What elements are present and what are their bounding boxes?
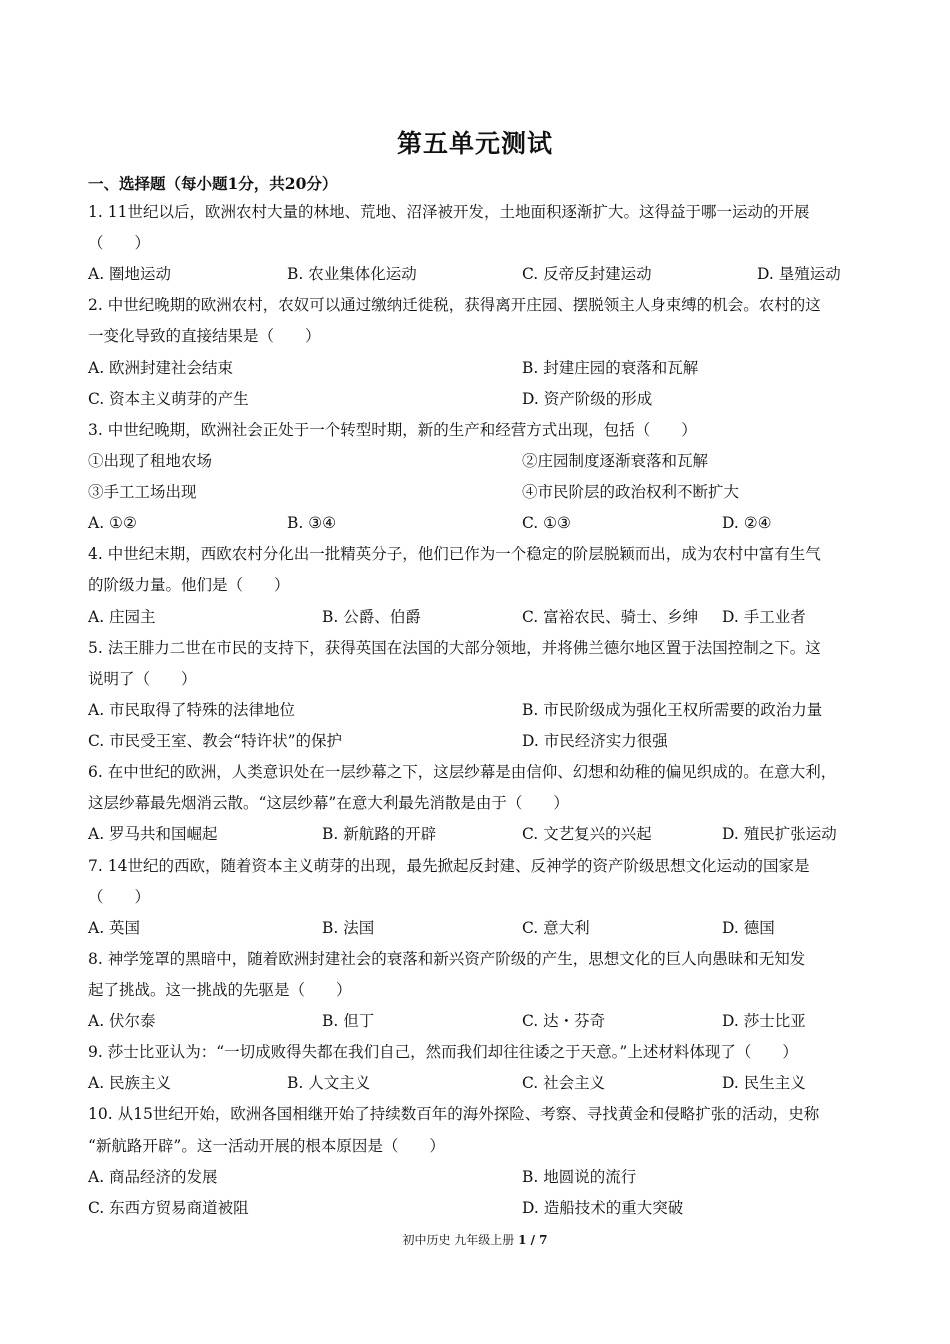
question-4-option-c: C. 富裕农民、骑士、乡绅 [522, 608, 699, 626]
question-10-option-b: B. 地圆说的流行 [522, 1168, 637, 1186]
question-2-option-c: C. 资本主义萌芽的产生 [88, 390, 249, 408]
question-2-option-d: D. 资产阶级的形成 [522, 390, 653, 408]
question-3-item-4: ④市民阶层的政治权利不断扩大 [522, 483, 740, 501]
question-5-line-2: 说明了（ ） [88, 670, 197, 688]
page-number: 1 / 7 [518, 1233, 548, 1247]
question-2-line-2: 一变化导致的直接结果是（ ） [88, 327, 321, 345]
question-7-line-2: （ ） [88, 888, 151, 906]
question-8-option-b: B. 但丁 [322, 1012, 375, 1030]
question-5-option-a: A. 市民取得了特殊的法律地位 [88, 701, 296, 719]
question-4-line-1: 4. 中世纪末期，西欧农村分化出一批精英分子，他们已作为一个稳定的阶层脱颖而出，成为农村中富有生气 [88, 545, 821, 563]
question-3-option-a: A. ①② [88, 514, 137, 532]
footer-text: 初中历史 九年级上册 [402, 1233, 519, 1247]
question-6-line-1: 6. 在中世纪的欧洲，人类意识处在一层纱幕之下，这层纱幕是由信仰、幻想和幼稚的偏见织成的。在意大利， [88, 763, 837, 781]
question-4-option-d: D. 手工业者 [722, 608, 806, 626]
question-1-option-c: C. 反帝反封建运动 [522, 265, 652, 283]
question-6-option-b: B. 新航路的开辟 [322, 825, 437, 843]
question-9-option-d: D. 民生主义 [722, 1074, 806, 1092]
question-7-option-d: D. 德国 [722, 919, 775, 937]
question-8-option-d: D. 莎士比亚 [722, 1012, 806, 1030]
question-8-option-a: A. 伏尔泰 [88, 1012, 156, 1030]
question-8-line-2: 起了挑战。这一挑战的先驱是（ ） [88, 981, 352, 999]
section-heading: 一、选择题（每小题1分，共20分） [88, 174, 338, 193]
question-1-option-d: D. 垦殖运动 [757, 265, 841, 283]
question-4-line-2: 的阶级力量。他们是（ ） [88, 576, 290, 594]
question-9-line-1: 9. 莎士比亚认为：“一切成败得失都在我们自己，然而我们却往往诿之于天意。”上述材料体现了（ ） [88, 1043, 798, 1061]
question-2-option-a: A. 欧洲封建社会结束 [88, 359, 234, 377]
question-10-option-a: A. 商品经济的发展 [88, 1168, 218, 1186]
question-3-item-1: ①出现了租地农场 [88, 452, 213, 470]
question-8-line-1: 8. 神学笼罩的黑暗中，随着欧洲封建社会的衰落和新兴资产阶级的产生，思想文化的巨人向愚昧和无知发 [88, 950, 806, 968]
question-1-option-a: A. 圈地运动 [88, 265, 172, 283]
question-10-line-2: “新航路开辟”。这一活动开展的根本原因是（ ） [88, 1137, 445, 1155]
question-6-option-c: C. 文艺复兴的兴起 [522, 825, 652, 843]
question-3-option-d: D. ②④ [722, 514, 772, 532]
question-5-option-b: B. 市民阶级成为强化王权所需要的政治力量 [522, 701, 823, 719]
question-1-line-2: （ ） [88, 234, 151, 252]
question-5-line-1: 5. 法王腓力二世在市民的支持下，获得英国在法国的大部分领地，并将佛兰德尔地区置于法国控制之下。这 [88, 639, 821, 657]
question-9-option-b: B. 人文主义 [287, 1074, 371, 1092]
question-10-line-1: 10. 从15世纪开始，欧洲各国相继开始了持续数百年的海外探险、考察、寻找黄金和侵略扩张的活动，史称 [88, 1105, 820, 1123]
question-7-option-b: B. 法国 [322, 919, 375, 937]
question-1-line-1: 1. 11世纪以后，欧洲农村大量的林地、荒地、沼泽被开发，土地面积逐渐扩大。这得益于哪一运动的开展 [88, 203, 810, 221]
page-footer [0, 1231, 950, 1248]
question-10-option-d: D. 造船技术的重大突破 [522, 1199, 684, 1217]
question-1-option-b: B. 农业集体化运动 [287, 265, 417, 283]
question-3-line-1: 3. 中世纪晚期，欧洲社会正处于一个转型时期，新的生产和经营方式出现，包括（ ） [88, 421, 697, 439]
question-10-option-c: C. 东西方贸易商道被阻 [88, 1199, 249, 1217]
question-2-line-1: 2. 中世纪晚期的欧洲农村，农奴可以通过缴纳迁徙税，获得离开庄园、摆脱领主人身束缚的机会。农村的这 [88, 296, 821, 314]
question-8-option-c: C. 达・芬奇 [522, 1012, 606, 1030]
question-4-option-b: B. 公爵、伯爵 [322, 608, 421, 626]
question-9-option-a: A. 民族主义 [88, 1074, 172, 1092]
question-6-line-2: 这层纱幕最先烟消云散。“这层纱幕”在意大利最先消散是由于（ ） [88, 794, 569, 812]
question-6-option-a: A. 罗马共和国崛起 [88, 825, 218, 843]
question-3-item-2: ②庄园制度逐渐衰落和瓦解 [522, 452, 709, 470]
question-3-option-b: B. ③④ [287, 514, 337, 532]
question-3-item-3: ③手工工场出现 [88, 483, 197, 501]
question-5-option-d: D. 市民经济实力很强 [522, 732, 668, 750]
question-9-option-c: C. 社会主义 [522, 1074, 606, 1092]
page-title: 第五单元测试 [396, 129, 553, 158]
question-6-option-d: D. 殖民扩张运动 [722, 825, 837, 843]
question-4-option-a: A. 庄园主 [88, 608, 156, 626]
question-7-line-1: 7. 14世纪的西欧，随着资本主义萌芽的出现，最先掀起反封建、反神学的资产阶级思想文化运动的国家是 [88, 857, 810, 875]
question-5-option-c: C. 市民受王室、教会“特许状”的保护 [88, 732, 343, 750]
question-2-option-b: B. 封建庄园的衰落和瓦解 [522, 359, 699, 377]
question-7-option-c: C. 意大利 [522, 919, 590, 937]
question-7-option-a: A. 英国 [88, 919, 141, 937]
question-3-option-c: C. ①③ [522, 514, 571, 532]
